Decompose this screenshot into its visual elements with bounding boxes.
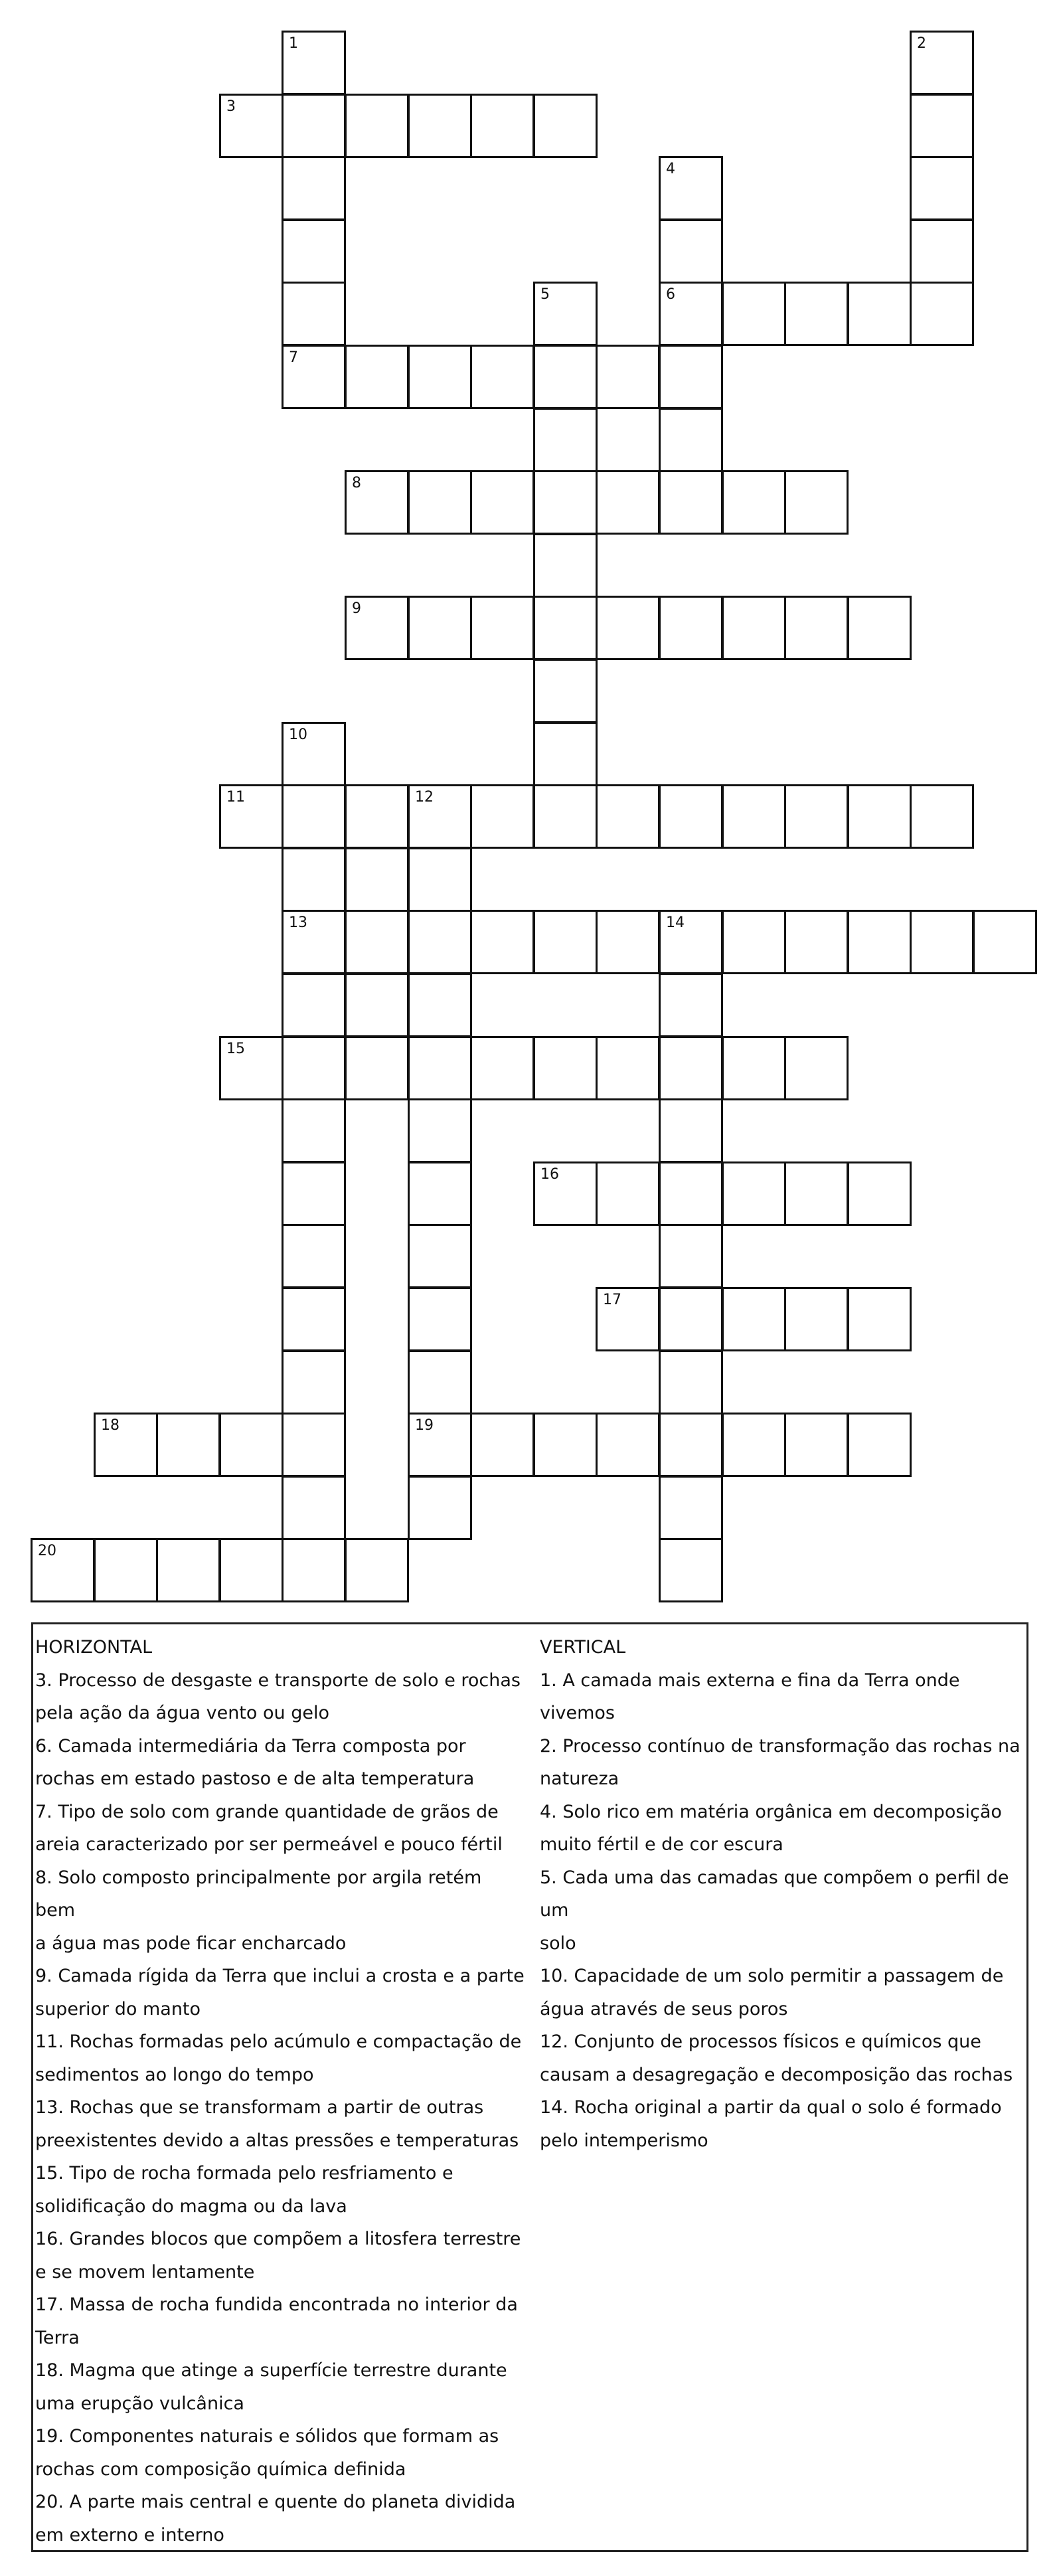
clue-line: 17. Massa de rocha fundida encontrada no interior da	[35, 2294, 518, 2315]
crossword-cell[interactable]	[722, 282, 786, 346]
clue-line: superior do manto	[35, 1998, 201, 2019]
crossword-cell[interactable]	[282, 1287, 346, 1351]
crossword-cell[interactable]	[408, 1098, 472, 1163]
clue-line: a água mas pode ficar encharcado	[35, 1932, 347, 1954]
crossword-cell[interactable]	[659, 219, 723, 284]
crossword-cell[interactable]	[659, 345, 723, 409]
clue-line: 9. Camada rígida da Terra que inclui a crosta e a parte	[35, 1966, 525, 1986]
crossword-cell[interactable]	[533, 408, 598, 472]
clue-number: 12	[415, 789, 434, 806]
crossword-cell[interactable]	[156, 1538, 220, 1602]
crossword-cell[interactable]	[282, 1538, 346, 1602]
crossword-cell[interactable]	[910, 94, 974, 158]
clue-number: 18	[101, 1417, 120, 1434]
crossword-cell[interactable]	[596, 910, 660, 974]
crossword-cell[interactable]	[847, 1413, 912, 1477]
crossword-cell[interactable]	[910, 156, 974, 220]
clue-line: e se movem lentamente	[35, 2261, 255, 2282]
crossword-cell[interactable]	[784, 1287, 849, 1351]
crossword-cell[interactable]	[282, 1098, 346, 1163]
crossword-cell[interactable]	[722, 784, 786, 849]
crossword-cell[interactable]	[596, 1161, 660, 1226]
clue-line: 7. Tipo de solo com grande quantidade de grãos de	[35, 1801, 499, 1822]
clue-number: 17	[603, 1292, 621, 1308]
crossword-cell[interactable]	[533, 470, 598, 535]
crossword-cell[interactable]	[282, 1350, 346, 1415]
crossword-cell[interactable]	[282, 910, 346, 974]
crossword-cell[interactable]	[659, 1476, 723, 1540]
crossword-cell[interactable]	[784, 282, 849, 346]
clue-line: em externo e interno	[35, 2524, 224, 2545]
crossword-cell[interactable]	[408, 1036, 472, 1100]
crossword-cell[interactable]	[470, 470, 534, 535]
crossword-cell[interactable]	[847, 1287, 912, 1351]
crossword-cell[interactable]	[910, 31, 974, 95]
clues-box	[31, 1622, 1028, 2552]
clue-line: 19. Componentes naturais e sólidos que formam as	[35, 2426, 499, 2447]
clue-line: 1. A camada mais externa e fina da Terra onde	[540, 1670, 960, 1691]
crossword-cell[interactable]	[659, 1098, 723, 1163]
crossword-cell[interactable]	[282, 847, 346, 912]
crossword-cell[interactable]	[784, 784, 849, 849]
crossword-cell[interactable]	[345, 345, 409, 409]
clue-line: solo	[540, 1932, 576, 1954]
crossword-cell[interactable]	[973, 910, 1037, 974]
clue-line: 20. A parte mais central e quente do planeta dividida	[35, 2492, 516, 2512]
crossword-cell[interactable]	[596, 1287, 660, 1351]
crossword-cell[interactable]	[282, 722, 346, 786]
crossword-cell[interactable]	[910, 910, 974, 974]
crossword-cell[interactable]	[659, 1224, 723, 1288]
crossword-cell[interactable]	[722, 1287, 786, 1351]
crossword-cell[interactable]	[408, 1350, 472, 1415]
clue-number: 15	[226, 1041, 245, 1057]
crossword-cell[interactable]	[596, 1413, 660, 1477]
crossword-cell[interactable]	[408, 596, 472, 660]
crossword-cell[interactable]	[784, 1413, 849, 1477]
crossword-cell[interactable]	[596, 345, 660, 409]
crossword-cell[interactable]	[659, 156, 723, 220]
clue-line: 11. Rochas formadas pelo acúmulo e compactação de	[35, 2031, 522, 2052]
crossword-cell[interactable]	[659, 973, 723, 1037]
crossword-cell[interactable]	[345, 1538, 409, 1602]
clue-line: 8. Solo composto principalmente por argila retém bem	[35, 1867, 482, 1921]
clue-line: água através de seus poros	[540, 1998, 788, 2019]
crossword-cell[interactable]	[533, 722, 598, 786]
crossword-cell[interactable]	[282, 156, 346, 220]
crossword-cell[interactable]	[659, 1161, 723, 1226]
crossword-cell[interactable]	[282, 94, 346, 158]
crossword-cell[interactable]	[345, 847, 409, 912]
clue-line: causam a desagregação e decomposição das rochas	[540, 2064, 1013, 2085]
clue-line: rochas em estado pastoso e de alta temperatura	[35, 1768, 475, 1789]
crossword-cell[interactable]	[533, 533, 598, 598]
crossword-cell[interactable]	[345, 910, 409, 974]
crossword-cell[interactable]	[219, 1413, 284, 1477]
clue-line: 10. Capacidade de um solo permitir a passagem de	[540, 1966, 1004, 1986]
crossword-cell[interactable]	[596, 1036, 660, 1100]
crossword-cell[interactable]	[847, 784, 912, 849]
clue-number: 4	[666, 161, 675, 177]
crossword-cell[interactable]	[219, 1036, 284, 1100]
crossword-cell[interactable]	[408, 1287, 472, 1351]
clue-number: 14	[666, 914, 685, 931]
crossword-cell[interactable]	[345, 596, 409, 660]
clue-line: solidificação do magma ou da lava	[35, 2195, 347, 2217]
crossword-cell[interactable]	[722, 1161, 786, 1226]
crossword-cell[interactable]	[345, 784, 409, 849]
clue-line: natureza	[540, 1768, 619, 1789]
crossword-cell[interactable]	[470, 596, 534, 660]
clue-line: sedimentos ao longo do tempo	[35, 2064, 314, 2085]
clue-line: preexistentes devido a altas pressões e temperaturas	[35, 2130, 519, 2151]
clue-line: 14. Rocha original a partir da qual o solo é formado	[540, 2097, 1002, 2118]
crossword-cell[interactable]	[282, 1476, 346, 1540]
crossword-cell[interactable]	[847, 282, 912, 346]
crossword-cell[interactable]	[596, 784, 660, 849]
crossword-cell[interactable]	[659, 1287, 723, 1351]
crossword-cell[interactable]	[408, 1413, 472, 1477]
crossword-cell[interactable]	[282, 1413, 346, 1477]
clue-number: 3	[226, 98, 236, 115]
clue-line: 3. Processo de desgaste e transporte de solo e rochas	[35, 1670, 521, 1691]
crossword-cell[interactable]	[94, 1538, 158, 1602]
clue-number: 5	[540, 286, 550, 303]
crossword-cell[interactable]	[533, 345, 598, 409]
crossword-cell[interactable]	[596, 470, 660, 535]
crossword-cell[interactable]	[784, 470, 849, 535]
crossword-cell[interactable]	[533, 94, 598, 158]
clue-line: muito fértil e de cor escura	[540, 1834, 783, 1855]
clue-number: 2	[917, 35, 926, 52]
crossword-cell[interactable]	[533, 784, 598, 849]
crossword-cell[interactable]	[596, 596, 660, 660]
crossword-cell[interactable]	[408, 847, 472, 912]
crossword-cell[interactable]	[722, 1413, 786, 1477]
crossword-cell[interactable]	[282, 282, 346, 346]
crossword-cell[interactable]	[408, 470, 472, 535]
horizontal-clues	[35, 1631, 527, 2551]
crossword-cell[interactable]	[910, 784, 974, 849]
crossword-cell[interactable]	[847, 910, 912, 974]
clue-line: 13. Rochas que se transformam a partir de outras	[35, 2097, 484, 2118]
crossword-cell[interactable]	[408, 1476, 472, 1540]
crossword-cell[interactable]	[659, 910, 723, 974]
clue-line: 4. Solo rico em matéria orgânica em decomposição	[540, 1801, 1002, 1822]
crossword-cell[interactable]	[533, 1413, 598, 1477]
crossword-cell[interactable]	[219, 94, 284, 158]
crossword-cell[interactable]	[408, 345, 472, 409]
crossword-cell[interactable]	[282, 1036, 346, 1100]
crossword-cell[interactable]	[408, 1224, 472, 1288]
crossword-cell[interactable]	[659, 1350, 723, 1415]
crossword-cell[interactable]	[470, 345, 534, 409]
clue-number: 1	[289, 35, 298, 52]
clue-number: 19	[415, 1417, 434, 1434]
crossword-cell[interactable]	[659, 1413, 723, 1477]
crossword-cell[interactable]	[31, 1538, 95, 1602]
crossword-cell[interactable]	[282, 784, 346, 849]
clue-line: 15. Tipo de rocha formada pelo resfriamento e	[35, 2163, 453, 2184]
crossword-cell[interactable]	[470, 94, 534, 158]
clue-number: 10	[289, 727, 307, 743]
crossword-cell[interactable]	[282, 973, 346, 1037]
crossword-cell[interactable]	[784, 1161, 849, 1226]
clue-line: 2. Processo contínuo de transformação das rochas na	[540, 1735, 1020, 1757]
crossword-cell[interactable]	[659, 282, 723, 346]
crossword-cell[interactable]	[659, 408, 723, 472]
crossword-cell[interactable]	[219, 1538, 284, 1602]
crossword-cell[interactable]	[910, 219, 974, 284]
crossword-cell[interactable]	[345, 1036, 409, 1100]
crossword-cell[interactable]	[533, 282, 598, 346]
crossword-cell[interactable]	[219, 784, 284, 849]
crossword-cell[interactable]	[94, 1413, 158, 1477]
clue-line: uma erupção vulcânica	[35, 2393, 244, 2414]
crossword-cell[interactable]	[470, 910, 534, 974]
crossword-cell[interactable]	[847, 596, 912, 660]
crossword-cell[interactable]	[408, 973, 472, 1037]
crossword-cell[interactable]	[722, 596, 786, 660]
clue-number: 16	[540, 1166, 559, 1183]
clue-number: 11	[226, 789, 245, 806]
crossword-cell[interactable]	[533, 1161, 598, 1226]
crossword-cell[interactable]	[282, 219, 346, 284]
clue-line: rochas com composição química definida	[35, 2458, 406, 2480]
crossword-cell[interactable]	[282, 1161, 346, 1226]
clue-line: 6. Camada intermediária da Terra composta por	[35, 1735, 466, 1757]
crossword-cell[interactable]	[659, 596, 723, 660]
clue-number: 8	[352, 475, 361, 491]
vertical-clues	[540, 1631, 1024, 2157]
crossword-cell[interactable]	[659, 470, 723, 535]
crossword-cell[interactable]	[722, 910, 786, 974]
crossword-cell[interactable]	[408, 784, 472, 849]
clue-line: areia caracterizado por ser permeável e pouco fértil	[35, 1834, 503, 1855]
crossword-cell[interactable]	[282, 345, 346, 409]
crossword-cell[interactable]	[659, 1538, 723, 1602]
clue-line: vivemos	[540, 1703, 615, 1723]
crossword-cell[interactable]	[784, 1036, 849, 1100]
crossword-cell[interactable]	[470, 784, 534, 849]
clue-line: Terra	[35, 2327, 80, 2348]
crossword-cell[interactable]	[533, 910, 598, 974]
crossword-cell[interactable]	[533, 659, 598, 723]
crossword-cell[interactable]	[408, 910, 472, 974]
clue-number: 9	[352, 600, 361, 617]
clue-number: 7	[289, 349, 298, 366]
crossword-cell[interactable]	[408, 94, 472, 158]
crossword-cell[interactable]	[345, 973, 409, 1037]
crossword-cell[interactable]	[470, 1413, 534, 1477]
vertical-heading: VERTICAL	[540, 1637, 626, 1658]
crossword-cell[interactable]	[470, 1036, 534, 1100]
crossword-cell[interactable]	[910, 282, 974, 346]
clue-line: 5. Cada uma das camadas que compõem o perfil de um	[540, 1867, 1009, 1921]
clue-number: 13	[289, 914, 307, 931]
crossword-cell[interactable]	[784, 910, 849, 974]
crossword-cell[interactable]	[722, 470, 786, 535]
horizontal-heading: HORIZONTAL	[35, 1637, 153, 1658]
crossword-cell[interactable]	[345, 94, 409, 158]
clue-number: 20	[38, 1543, 56, 1559]
crossword-cell[interactable]	[784, 596, 849, 660]
crossword-cell[interactable]	[847, 1161, 912, 1226]
clue-line: 16. Grandes blocos que compõem a litosfera terrestre	[35, 2229, 521, 2249]
crossword-cell[interactable]	[156, 1413, 220, 1477]
crossword-cell[interactable]	[533, 1036, 598, 1100]
clue-line: pelo intemperismo	[540, 2130, 708, 2151]
clue-number: 6	[666, 286, 675, 303]
clue-line: 12. Conjunto de processos físicos e químicos que	[540, 2031, 981, 2052]
crossword-cell[interactable]	[722, 1036, 786, 1100]
crossword-cell[interactable]	[533, 596, 598, 660]
crossword-cell[interactable]	[345, 470, 409, 535]
clue-line: pela ação da água vento ou gelo	[35, 1703, 329, 1723]
crossword-cell[interactable]	[282, 31, 346, 95]
clue-line: 18. Magma que atinge a superfície terrestre durante	[35, 2360, 507, 2381]
crossword-cell[interactable]	[282, 1224, 346, 1288]
crossword-cell[interactable]	[659, 784, 723, 849]
crossword-cell[interactable]	[659, 1036, 723, 1100]
crossword-cell[interactable]	[408, 1161, 472, 1226]
